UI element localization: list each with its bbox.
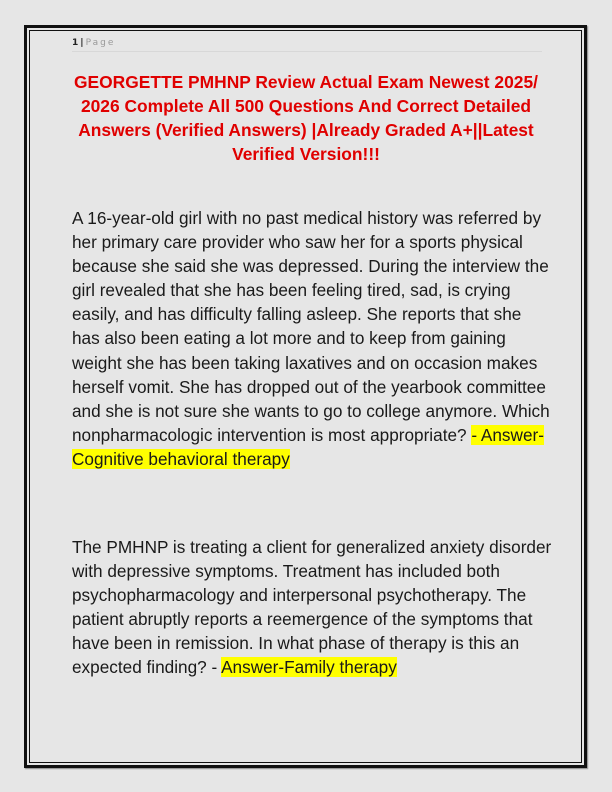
page-header (72, 36, 542, 52)
header-separator: | (80, 38, 84, 48)
answer-highlight: - Answer-Cognitive behavioral therapy (72, 424, 544, 469)
question-text: A 16-year-old girl with no past medical history was referred by her primary care provider who saw her for a sports physical because she said she was depressed. During the interview the girl revealed that she has been feeling tired, sad, is crying easily, and has difficulty falling asleep. She reports that she has also been eating a lot more and to keep from gaining weight she has been taking laxatives and on occasion makes herself vomit. She has dropped out of the yearbook committee and she is not sure she wants to go to college anymore. Which nonpharmacologic intervention is most appropriate? (72, 208, 550, 445)
document-title: GEORGETTE PMHNP Review Actual Exam Newest 2025/ 2026 Complete All 500 Questions And Correct Detailed Answers (Verified Answers) |Already Graded A+||Latest Verified Version!!! (74, 72, 538, 164)
question-block-2 (72, 535, 552, 680)
question-text: The PMHNP is treating a client for generalized anxiety disorder with depressive symptoms. Treatment has included both psychopharmacology and interpersonal psychotherapy. The patient abruptly reports a reemergence of the symptoms that have been in remission. In what phase of therapy is this an expected finding? (72, 537, 552, 678)
answer-highlight: Answer-Family therapy (221, 657, 397, 678)
question-block-1 (72, 206, 552, 471)
answer-prefix: - (211, 657, 222, 678)
page-label: Page (85, 38, 116, 48)
page-number: 1 (72, 38, 79, 48)
